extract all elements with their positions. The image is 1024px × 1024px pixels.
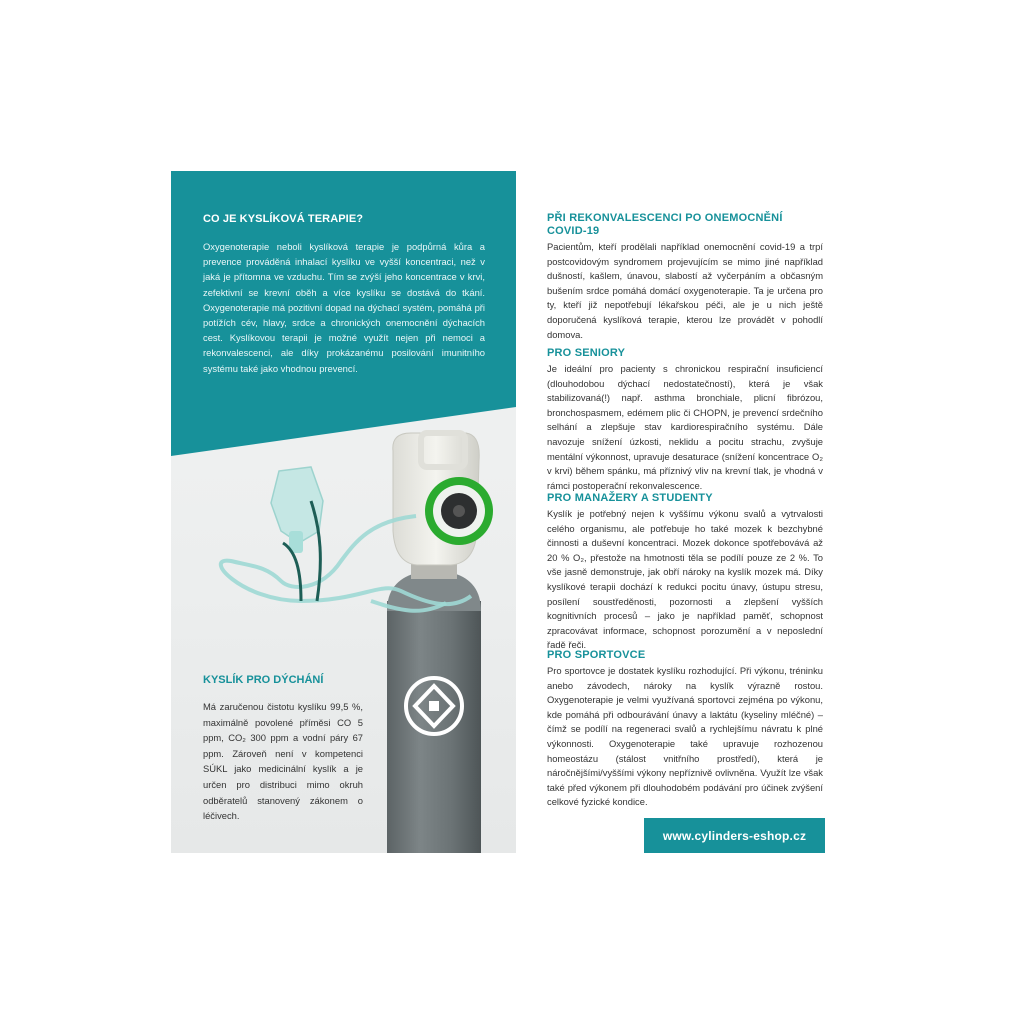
- section-title: PŘI REKONVALESCENCI PO ONEMOCNĚNÍ COVID-19: [547, 212, 783, 237]
- section-title: PRO SPORTOVCE: [547, 649, 646, 661]
- section-text: Pro sportovce je dostatek kyslíku rozhodující. Při výkonu, tréninku anebo závodech, nároky na kyslík výrazně rostou. Oxygenoterapie je velmi využívaná sportovci zejména po výkonu, kde pomáhá při odbourávání únavy a laktátu (kyseliny mléčné) – čímž se podílí na regeneraci svalů a rychlejšímu návratu k plné výkonnosti. Oxygenoterapie také upravuje rozhozenou homeostázu (stálost vnitřního prostředí), která je náročnějšími/vyššími výkony nepříznivě ovlivněna. Využít lze však také před výkonem při dlouhodobém podávání pro účinek zvýšení celkové fyzické kondice.: [547, 665, 823, 808]
- section-title: PRO MANAŽERY A STUDENTY: [547, 492, 713, 504]
- website-url-link[interactable]: www.cylinders-eshop.cz: [644, 818, 825, 853]
- cylinder-brand-logo-icon: [406, 678, 462, 734]
- oxygen-text: Má zaručenou čistotu kyslíku 99,5 %, maximálně povolené příměsi CO 5 ppm, CO₂ 300 ppm a vodní páry 67 ppm. Zároveň není v kompetenci SÚKL jako medicinální kyslík a je určen pro distribuci mimo okruh odběratelů stanovený zákonem o léčivech.: [203, 701, 363, 822]
- section-covid: [547, 212, 823, 342]
- section-text: Kyslík je potřebný nejen k vyššímu výkonu svalů a vytrvalosti celého organismu, ale potřebuje ho také mozek k bezchybné činnosti a duševní koncentraci. Mozek dokonce spotřebovává až 20 % O₂, přestože na hmotnosti těla se podílí pouze ze 2 %. To vše jasně demonstruje, jak obří nároky na kyslík mozek má. Díky kyslíkové terapii dochází k redukci pocitu únavy, ústupu stresu, posílení soustředěnosti, pozornosti a zlepšení vyšších kognitivních procesů – jako je například paměť, schopnost zpracovávat informace, schopnost porozumění a v neposlední řadě řeči.: [547, 508, 823, 651]
- left-panel: [171, 171, 516, 853]
- section-seniors: [547, 347, 823, 493]
- section-title: PRO SENIORY: [547, 347, 626, 359]
- therapy-title: CO JE KYSLÍKOVÁ TERAPIE?: [203, 213, 364, 225]
- oxygen-title: KYSLÍK PRO DÝCHÁNÍ: [203, 674, 324, 686]
- section-managers: [547, 492, 823, 653]
- oxygen-cylinder-icon: [387, 433, 493, 853]
- section-athletes: [547, 649, 823, 810]
- therapy-text: Oxygenoterapie neboli kyslíková terapie je podpůrná kůra a prevence prováděná inhalací kyslíku ve vyšší koncentraci, než v jaká je přítomna ve vzduchu. Tím se zvýší jeho koncentrace v krvi, zefektivní se krevní oběh a více kyslíku se dostává do tkání. Oxygenoterapie má pozitivní dopad na dýchací systém, pomáhá při potížích cév, hlavy, srdce a chronických onemocnění dýchacích cest. Kyslíkovou terapii je možné využít nejen při nemoci a rekonvalescenci, ale díky prokázanému posilování imunitního systému také jako vhodnou prevencí.: [203, 241, 485, 374]
- section-text: Pacientům, kteří prodělali například onemocnění covid-19 a trpí postcovidovým syndromem projevujícím se mimo jiné například dušností, kašlem, únavou, slabostí až vyčerpáním a občasným bušením srdce pomáhá domácí oxygenoterapie. Ta je určena pro ty, kteří již nepotřebují lékařskou péči, ale je u nich ještě doporučená kyslíková terapie, kterou lze provádět v pohodlí domova.: [547, 241, 823, 340]
- section-text: Je ideální pro pacienty s chronickou respirační insuficiencí (dlouhodobou dýchací nedostatečností), která je však stabilizovaná(!) např. asthma bronchiale, plicní fibrózou, bronchospasmem, edémem plic či CHOPN, je prevencí srdečního selhání a zlepšuje stav kardiorespiračního systému. Dále navozuje snížení úzkosti, neklidu a pocitu strachu, zvyšuje mentální výkonnost, upravuje desaturace (snížení koncentrace O₂ v krvi) během spánku, má příznivý vliv na krevní tlak, je vhodná v rámci postoperační rekonvalescence.: [547, 363, 823, 491]
